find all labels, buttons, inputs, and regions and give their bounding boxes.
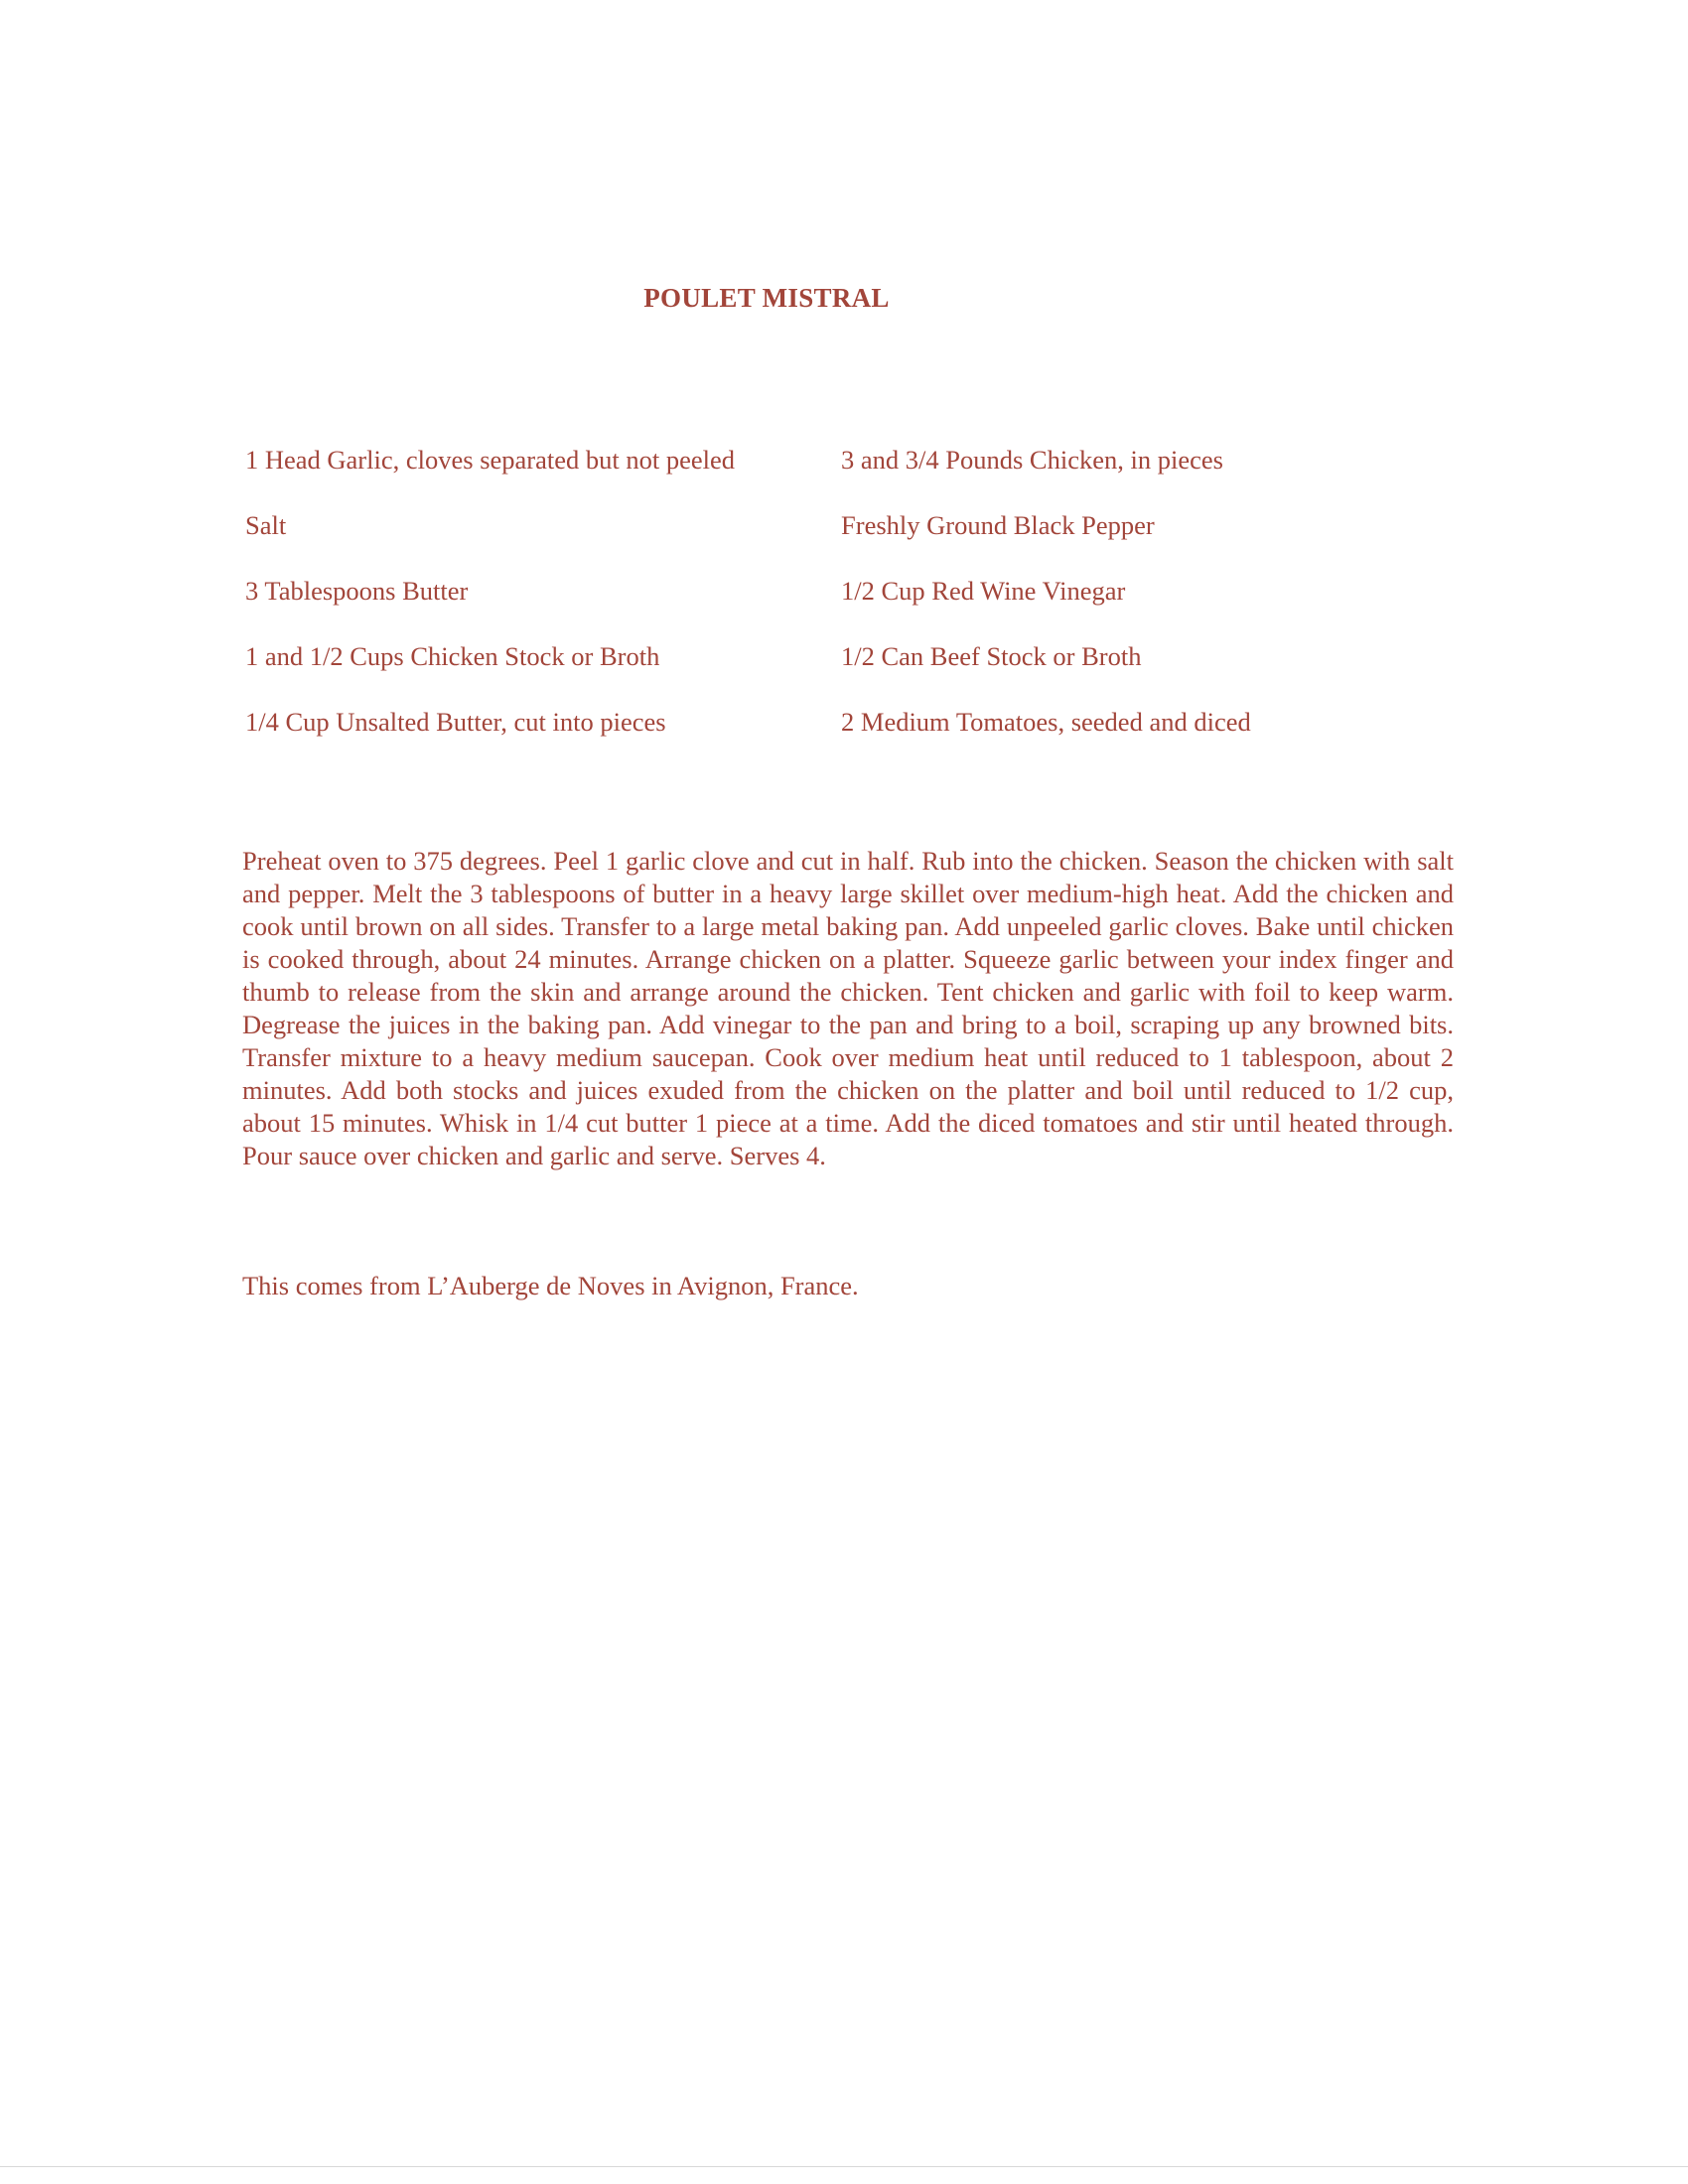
page-bottom-rule <box>0 2166 1688 2167</box>
recipe-source-note: This comes from L’Auberge de Noves in Avignon, France. <box>242 1271 859 1300</box>
ingredient-item: 1/2 Can Beef Stock or Broth <box>841 641 1142 671</box>
ingredient-item: 3 Tablespoons Butter <box>245 576 469 606</box>
recipe-title: POULET MISTRAL <box>643 283 890 313</box>
ingredient-item: 1/4 Cup Unsalted Butter, cut into pieces <box>245 707 666 737</box>
ingredient-item: 2 Medium Tomatoes, seeded and diced <box>841 707 1251 737</box>
recipe-instructions: Preheat oven to 375 degrees. Peel 1 garlic clove and cut in half. Rub into the chicken. Season the chicken with salt and pepper. Melt the 3 tablespoons of butter in a heavy large skillet over medium-high heat. Add the chicken and cook until brown on all sides. Transfer to a large metal baking pan. Add unpeeled garlic cloves. Bake until chicken is cooked through, about 24 minutes. Arrange chicken on a platter. Squeeze garlic between your index finger and thumb to release from the skin and arrange around the chicken. Tent chicken and garlic with foil to keep warm. Degrease the juices in the baking pan. Add vinegar to the pan and bring to a boil, scraping up any browned bits. Transfer mixture to a heavy medium saucepan. Cook over medium heat until reduced to 1 tablespoon, about 2 minutes. Add both stocks and juices exuded from the chicken on the platter and boil until reduced to 1/2 cup, about 15 minutes. Whisk in 1/4 cut butter 1 piece at a time. Add the diced tomatoes and stir until heated through. Pour sauce over chicken and garlic and serve. Serves 4. <box>242 846 1454 1170</box>
ingredient-item: Salt <box>245 510 287 540</box>
ingredient-item: 3 and 3/4 Pounds Chicken, in pieces <box>841 445 1223 475</box>
ingredient-item: 1/2 Cup Red Wine Vinegar <box>841 576 1126 606</box>
ingredients-right-column <box>841 445 1251 772</box>
ingredient-item: 1 and 1/2 Cups Chicken Stock or Broth <box>245 641 660 671</box>
ingredient-item: 1 Head Garlic, cloves separated but not peeled <box>245 445 735 475</box>
ingredients-left-column <box>245 445 735 772</box>
ingredient-item: Freshly Ground Black Pepper <box>841 510 1155 540</box>
